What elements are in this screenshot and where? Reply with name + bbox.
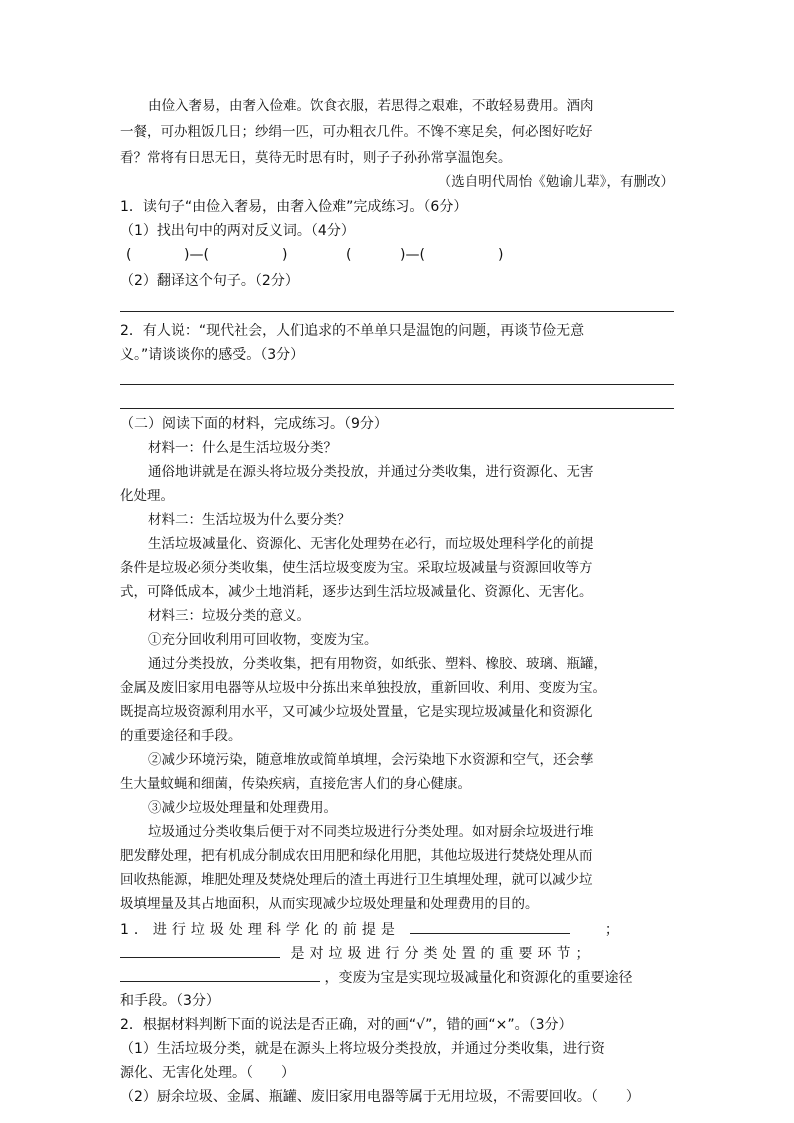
judge-statement-1: （1）生活垃圾分类，就是在源头上将垃圾分类投放，并通过分类收集，进行资 <box>120 1041 605 1057</box>
pair-dash: )—( <box>184 247 209 263</box>
material-1-title: 材料一：什么是生活垃圾分类？ <box>148 440 337 456</box>
question-2-line-1: 2．有人说：“现代社会，人们追求的不单单只是温饱的问题，再谈节俭无意 <box>120 323 585 339</box>
semicolon: ； <box>604 922 619 938</box>
material-3-para: 圾填埋量及其占地面积，从而实现减少垃圾处理量和处理费用的目的。 <box>120 896 539 912</box>
answer-blank[interactable] <box>120 967 320 982</box>
material-3-item-2: ②减少环境污染，随意堆放或简单填埋，会污染地下水资源和空气，还会孳 <box>148 752 594 768</box>
answer-line[interactable] <box>120 384 674 385</box>
passage-line-1: 由俭入奢易，由奢入俭难。饮食衣服，若思得之艰难，不敢轻易费用。酒肉 <box>148 98 594 114</box>
pair-dash: )—( <box>400 247 425 263</box>
question-1-sub-1: （1）找出句中的两对反义词。（4分） <box>120 223 355 239</box>
fill-question-row-4: 和手段。（3分） <box>120 993 220 1009</box>
passage-source: （选自明代周怡《勉谕儿辈》，有删改） <box>437 174 674 190</box>
fill-question-row-1 <box>120 919 674 940</box>
material-3-title: 材料三：垃圾分类的意义。 <box>148 608 310 624</box>
material-2-para: 条件是垃圾必须分类收集，使生活垃圾变废为宝。采取垃圾减量与资源回收等方 <box>120 560 593 576</box>
fill-question-row-3 <box>120 967 674 988</box>
paren-close: ) <box>498 247 504 263</box>
answer-blank[interactable] <box>410 919 570 934</box>
material-2-para: 生活垃圾减量化、资源化、无害化处理势在必行，而垃圾处理科学化的前提 <box>148 536 594 552</box>
material-3-para: 肥发酵处理，把有机成分制成农田用肥和绿化用肥，其他垃圾进行焚烧处理从而 <box>120 848 593 864</box>
paren-open: ( <box>126 247 132 263</box>
fill-question-text: 是对垃圾进行分类处置的重要环节； <box>290 946 595 962</box>
material-1-para: 通俗地讲就是在源头将垃圾分类投放，并通过分类收集，进行资源化、无害 <box>148 464 594 480</box>
question-2-line-2: 义。”请谈谈你的感受。（3分） <box>120 347 305 363</box>
answer-line[interactable] <box>120 311 674 312</box>
paren-open: ( <box>346 247 352 263</box>
material-3-item-2: 生大量蚊蝇和细菌，传染疾病，直接危害人们的身心健康。 <box>120 776 471 792</box>
material-2-para: 式，可降低成本，减少土地消耗，逐步达到生活垃圾减量化、资源化、无害化。 <box>120 584 593 600</box>
question-1-sub-2: （2）翻译这个句子。（2分） <box>120 273 299 289</box>
answer-blank[interactable] <box>120 943 280 958</box>
question-1-title: 1．读句子“由俭入奢易，由奢入俭难”完成练习。（6分） <box>120 199 468 215</box>
material-1-para: 化处理。 <box>120 488 174 504</box>
section-2-heading: （二）阅读下面的材料，完成练习。（9分） <box>120 416 388 432</box>
judge-question-title: 2．根据材料判断下面的说法是否正确，对的画“√”，错的画“×”。（3分） <box>120 1017 573 1033</box>
material-2-title: 材料二：生活垃圾为什么要分类？ <box>148 512 351 528</box>
judge-statement-1[interactable]: 源化、无害化处理。（ ） <box>120 1065 295 1081</box>
judge-statement-2[interactable]: （2）厨余垃圾、金属、瓶罐、废旧家用电器等属于无用垃圾，不需要回收。（ ） <box>120 1089 640 1105</box>
material-3-para: 垃圾通过分类收集后便于对不同类垃圾进行分类处理。如对厨余垃圾进行堆 <box>148 824 594 840</box>
material-3-item-1: ①充分回收利用可回收物，变废为宝。 <box>148 632 378 648</box>
material-3-item-3: ③减少垃圾处理量和处理费用。 <box>148 800 337 816</box>
material-3-para: 的重要途径和手段。 <box>120 728 242 744</box>
fill-question-row-2 <box>120 943 674 964</box>
material-3-para: 回收热能源，堆肥处理及焚烧处理后的渣土再进行卫生填埋处理，就可以减少垃 <box>120 872 593 888</box>
paren-close: ) <box>282 247 288 263</box>
fill-question-text: ，变废为宝是实现垃圾减量化和资源化的重要途径 <box>324 970 633 986</box>
passage-line-2: 一餐，可办粗饭几日；纱绢一匹，可办粗衣几件。不馋不寒足矣，何必图好吃好 <box>120 124 593 140</box>
answer-line[interactable] <box>120 408 674 409</box>
material-3-para: 通过分类投放，分类收集，把有用物资，如纸张、塑料、橡胶、玻璃、瓶罐， <box>148 656 607 672</box>
passage-line-3: 看？常将有日思无日，莫待无时思有时，则子子孙孙常享温饱矣。 <box>120 150 512 166</box>
fill-question-text: 1．进行垃圾处理科学化的前提是 <box>120 922 400 938</box>
material-3-para: 既提高垃圾资源利用水平，又可减少垃圾处置量，它是实现垃圾减量化和资源化 <box>120 704 593 720</box>
material-3-para: 金属及废旧家用电器等从垃圾中分拣出来单独投放，重新回收、利用、变废为宝。 <box>120 680 606 696</box>
